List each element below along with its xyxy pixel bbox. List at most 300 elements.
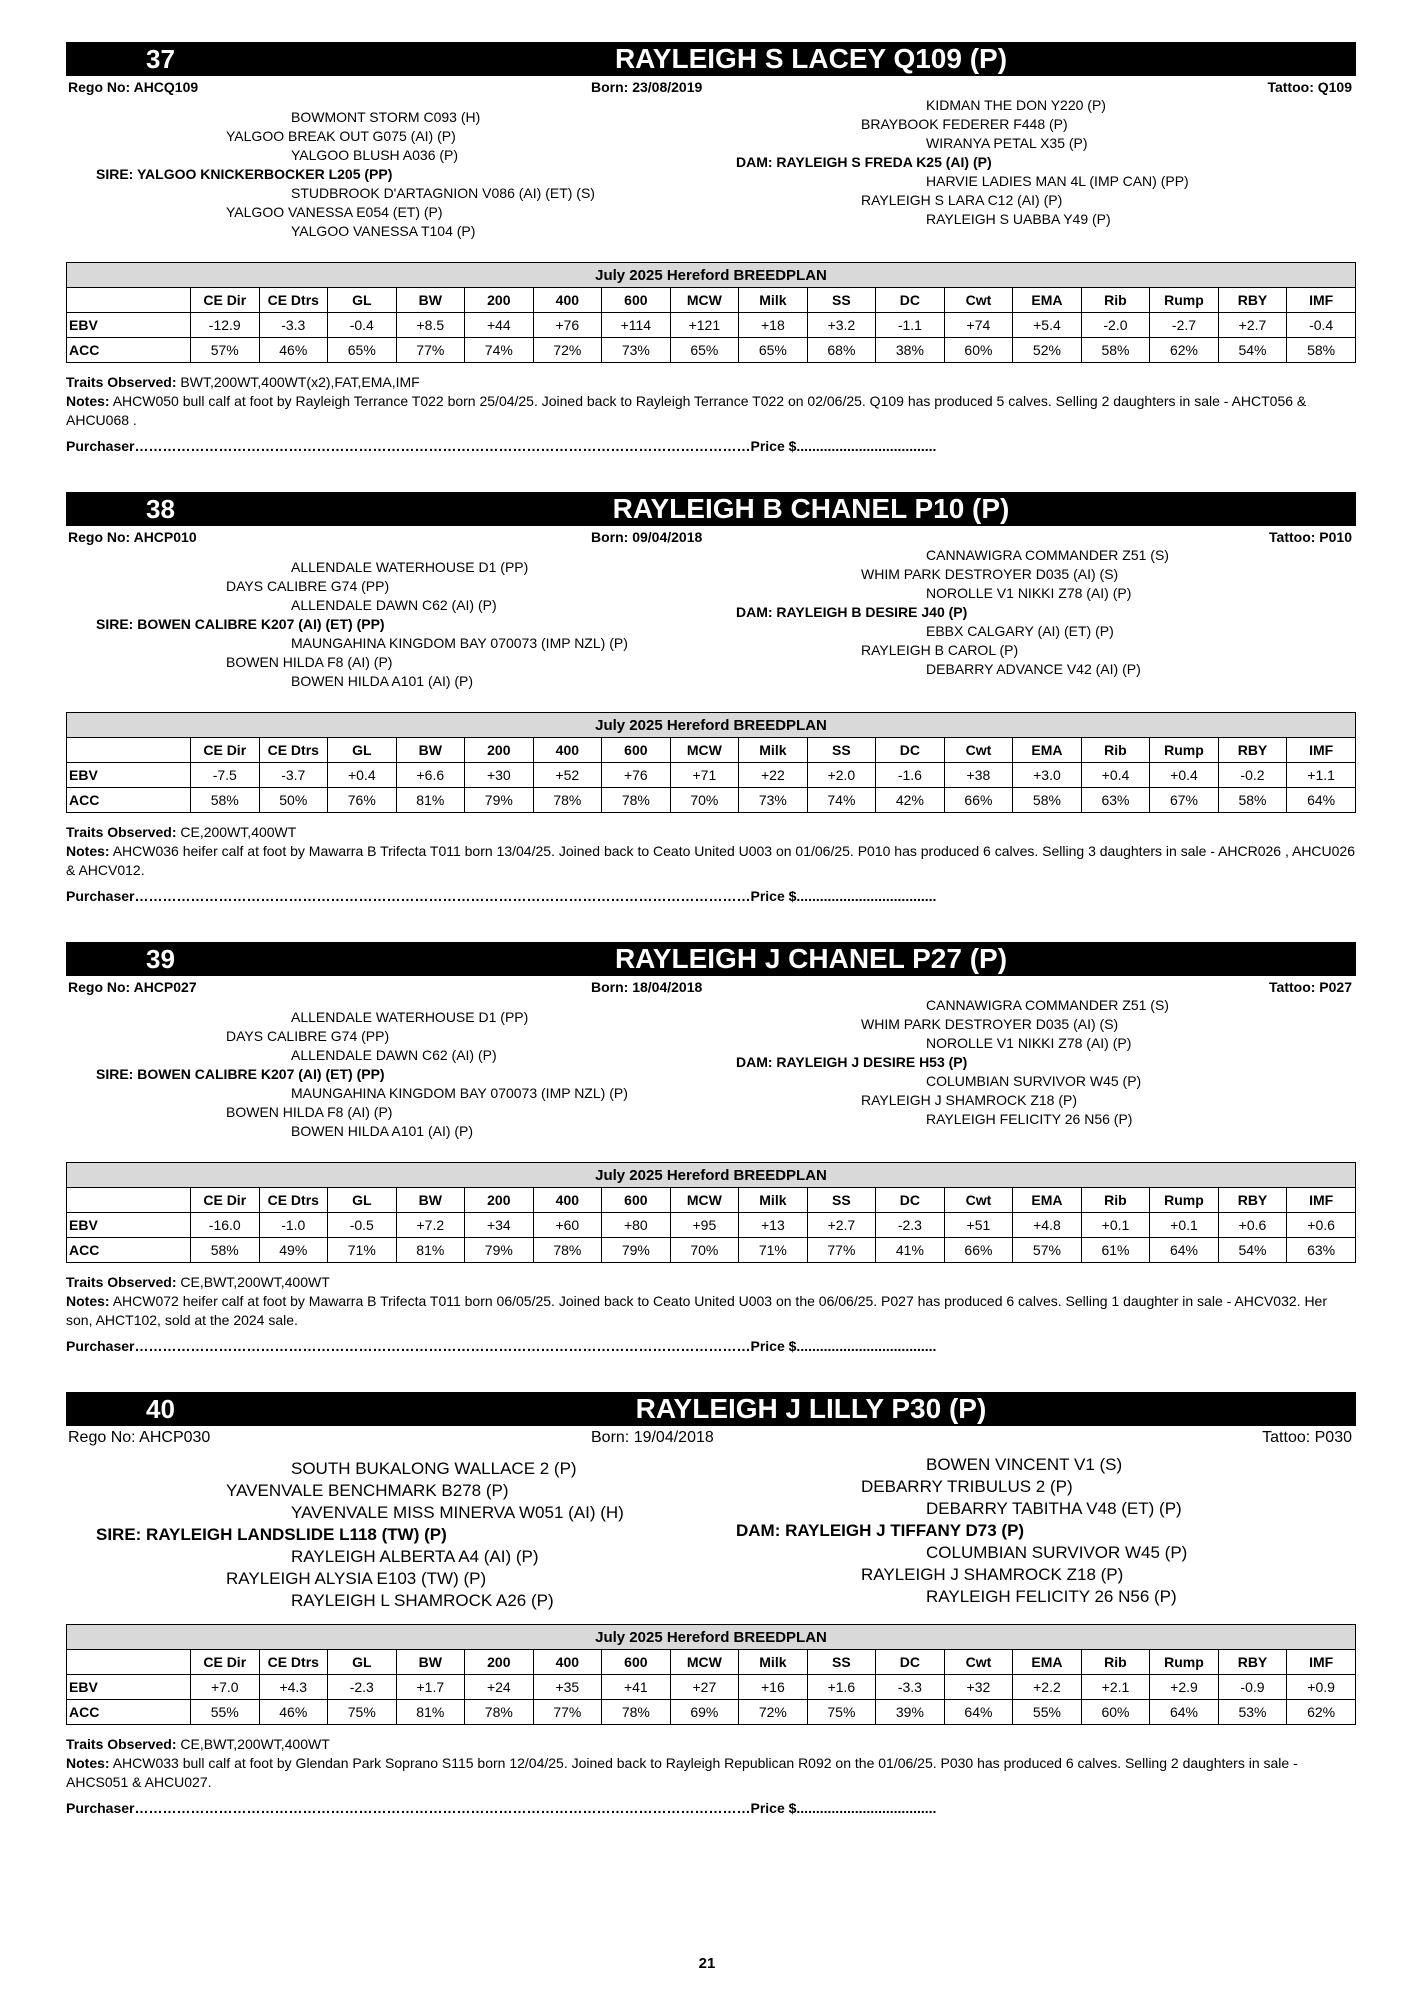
sire-ancestor: BOWMONT STORM C093 (H): [291, 109, 481, 125]
column-header: Cwt: [944, 1650, 1013, 1675]
dam-ancestor: BRAYBOOK FEDERER F448 (P): [861, 116, 1068, 132]
column-header: 600: [602, 288, 671, 313]
acc-cell: 46%: [259, 338, 328, 363]
traits-label: Traits Observed:: [66, 824, 177, 840]
acc-cell: 81%: [396, 1700, 465, 1725]
ebv-cell: -2.0: [1081, 313, 1150, 338]
ebv-cell: +95: [670, 1213, 739, 1238]
column-header: Rump: [1150, 1188, 1219, 1213]
dam-ancestor: COLUMBIAN SURVIVOR W45 (P): [926, 1073, 1142, 1089]
ebv-cell: +76: [602, 763, 671, 788]
ebv-cell: +32: [944, 1675, 1013, 1700]
ebv-cell: -0.9: [1218, 1675, 1287, 1700]
column-header: EMA: [1013, 738, 1082, 763]
acc-cell: 50%: [259, 788, 328, 813]
column-header: CE Dir: [191, 1188, 260, 1213]
ebv-cell: -2.3: [328, 1675, 397, 1700]
rego-number: Rego No: AHCP010: [68, 529, 197, 545]
acc-cell: 74%: [807, 788, 876, 813]
lot-number: 39: [146, 944, 175, 974]
breedplan-table: [66, 1162, 1356, 1263]
column-header: MCW: [670, 738, 739, 763]
acc-cell: 78%: [602, 1700, 671, 1725]
ebv-cell: +51: [944, 1213, 1013, 1238]
lot-header: [66, 942, 1356, 976]
sire-name: SIRE: RAYLEIGH LANDSLIDE L118 (TW) (P): [96, 1525, 447, 1544]
tattoo: Tattoo: P030: [1262, 1429, 1352, 1446]
dam-ancestor: DEBARRY ADVANCE V42 (AI) (P): [926, 661, 1141, 677]
notes: [66, 392, 1356, 430]
ebv-cell: -12.9: [191, 313, 260, 338]
column-header: MCW: [670, 288, 739, 313]
column-header: BW: [396, 1650, 465, 1675]
ebv-cell: -1.1: [876, 313, 945, 338]
purchaser-price-line[interactable]: Purchaser……………………………………………………………………………………………………………………Price $....................................: [66, 1338, 937, 1354]
sire-ancestor: BOWEN HILDA F8 (AI) (P): [226, 1104, 393, 1120]
notes-label: Notes:: [66, 1755, 110, 1771]
acc-cell: 78%: [533, 788, 602, 813]
row-label-acc: ACC: [67, 1700, 191, 1725]
acc-cell: 70%: [670, 1238, 739, 1263]
dam-ancestor: RAYLEIGH B CAROL (P): [861, 642, 1019, 658]
blank-header: [67, 288, 191, 313]
column-header: 400: [533, 738, 602, 763]
rego-number: Rego No: AHCP030: [68, 1429, 211, 1446]
ebv-cell: +80: [602, 1213, 671, 1238]
acc-cell: 79%: [465, 788, 534, 813]
column-header: MCW: [670, 1650, 739, 1675]
traits-observed: [66, 1273, 1356, 1292]
acc-cell: 77%: [533, 1700, 602, 1725]
notes-block: [66, 1735, 1356, 1792]
ebv-cell: +52: [533, 763, 602, 788]
ebv-cell: +71: [670, 763, 739, 788]
acc-cell: 73%: [602, 338, 671, 363]
acc-cell: 62%: [1150, 338, 1219, 363]
column-header: IMF: [1287, 738, 1356, 763]
acc-cell: 41%: [876, 1238, 945, 1263]
column-header: DC: [876, 1188, 945, 1213]
notes-text: AHCW050 bull calf at foot by Rayleigh Terrance T022 born 25/04/25. Joined back to Rayleigh Terrance T022 on 02/06/25. Q109 has produced 5 calves. Selling 2 daughters in sale - AHCT056 & AHCU068 .: [66, 393, 1307, 428]
ebv-cell: -0.5: [328, 1213, 397, 1238]
acc-cell: 77%: [396, 338, 465, 363]
lot-37: [66, 42, 1356, 482]
acc-cell: 81%: [396, 788, 465, 813]
column-header: Milk: [739, 1650, 808, 1675]
column-header: Rib: [1081, 1650, 1150, 1675]
traits-label: Traits Observed:: [66, 1736, 177, 1752]
column-header: BW: [396, 738, 465, 763]
acc-cell: 65%: [670, 338, 739, 363]
notes-block: [66, 1273, 1356, 1330]
dam-ancestor: RAYLEIGH S UABBA Y49 (P): [926, 211, 1111, 227]
acc-cell: 75%: [807, 1700, 876, 1725]
dam-ancestor: WIRANYA PETAL X35 (P): [926, 135, 1088, 151]
lot-number: 40: [146, 1394, 175, 1424]
page-number: 21: [698, 1955, 716, 1972]
column-header: DC: [876, 288, 945, 313]
sire-ancestor: SOUTH BUKALONG WALLACE 2 (P): [291, 1459, 577, 1478]
blank-header: [67, 1188, 191, 1213]
dam-ancestor: KIDMAN THE DON Y220 (P): [926, 97, 1106, 113]
column-header: GL: [328, 1188, 397, 1213]
column-header: BW: [396, 288, 465, 313]
ebv-cell: +0.1: [1150, 1213, 1219, 1238]
acc-cell: 49%: [259, 1238, 328, 1263]
row-label-acc: ACC: [67, 1238, 191, 1263]
born-date: Born: 09/04/2018: [591, 529, 703, 545]
acc-cell: 76%: [328, 788, 397, 813]
ebv-cell: +4.3: [259, 1675, 328, 1700]
meta-row: [66, 1429, 1356, 1449]
sire-ancestor: RAYLEIGH L SHAMROCK A26 (P): [291, 1591, 554, 1610]
ebv-cell: +27: [670, 1675, 739, 1700]
ebv-cell: +60: [533, 1213, 602, 1238]
acc-cell: 67%: [1150, 788, 1219, 813]
pedigree: [66, 999, 1356, 1169]
tattoo: Tattoo: P027: [1269, 979, 1352, 995]
dam-ancestor: HARVIE LADIES MAN 4L (IMP CAN) (PP): [926, 173, 1189, 189]
acc-cell: 64%: [1150, 1238, 1219, 1263]
born-date: Born: 18/04/2018: [591, 979, 703, 995]
ebv-cell: +74: [944, 313, 1013, 338]
tattoo: Tattoo: P010: [1269, 529, 1352, 545]
ebv-cell: +114: [602, 313, 671, 338]
acc-cell: 71%: [328, 1238, 397, 1263]
ebv-cell: +1.1: [1287, 763, 1356, 788]
notes-text: AHCW033 bull calf at foot by Glendan Park Soprano S115 born 12/04/25. Joined back to Rayleigh Republican R092 on the 01/06/25. P030 has produced 6 calves. Selling 2 daughters in sale - AHCS051 & AHCU027.: [66, 1755, 1298, 1790]
ebv-cell: +3.2: [807, 313, 876, 338]
acc-cell: 39%: [876, 1700, 945, 1725]
column-header: EMA: [1013, 1188, 1082, 1213]
lot-40: [66, 1392, 1356, 1832]
acc-cell: 79%: [602, 1238, 671, 1263]
lot-title: RAYLEIGH J CHANEL P27 (P): [614, 943, 1008, 974]
ebv-cell: +35: [533, 1675, 602, 1700]
ebv-cell: -1.6: [876, 763, 945, 788]
breedplan-table: [66, 1624, 1356, 1725]
sire-ancestor: YAVENVALE MISS MINERVA W051 (AI) (H): [291, 1503, 624, 1522]
ebv-cell: +5.4: [1013, 313, 1082, 338]
column-header: SS: [807, 738, 876, 763]
column-header: SS: [807, 1188, 876, 1213]
acc-cell: 64%: [1150, 1700, 1219, 1725]
traits-label: Traits Observed:: [66, 1274, 177, 1290]
column-header: Rib: [1081, 738, 1150, 763]
rego-number: Rego No: AHCQ109: [68, 79, 199, 95]
column-header: MCW: [670, 1188, 739, 1213]
column-header: SS: [807, 288, 876, 313]
ebv-cell: +0.6: [1287, 1213, 1356, 1238]
column-header: RBY: [1218, 738, 1287, 763]
acc-cell: 63%: [1287, 1238, 1356, 1263]
acc-cell: 53%: [1218, 1700, 1287, 1725]
ebv-cell: +13: [739, 1213, 808, 1238]
table-caption: July 2025 Hereford BREEDPLAN: [67, 713, 1356, 738]
dam-ancestor: DEBARRY TRIBULUS 2 (P): [861, 1477, 1073, 1496]
acc-cell: 75%: [328, 1700, 397, 1725]
dam-name: DAM: RAYLEIGH S FREDA K25 (AI) (P): [736, 154, 992, 170]
column-header: CE Dir: [191, 288, 260, 313]
acc-cell: 66%: [944, 788, 1013, 813]
ebv-cell: -0.4: [328, 313, 397, 338]
acc-cell: 65%: [328, 338, 397, 363]
column-header: EMA: [1013, 1650, 1082, 1675]
column-header: 400: [533, 288, 602, 313]
sire-ancestor: ALLENDALE WATERHOUSE D1 (PP): [291, 1009, 529, 1025]
column-header: Cwt: [944, 1188, 1013, 1213]
pedigree: [66, 99, 1356, 269]
acc-cell: 70%: [670, 788, 739, 813]
lot-header: [66, 492, 1356, 526]
lot-header: [66, 1392, 1356, 1426]
notes: [66, 1292, 1356, 1330]
column-header: Rump: [1150, 738, 1219, 763]
column-header: Rump: [1150, 288, 1219, 313]
traits-value: CE,200WT,400WT: [180, 824, 297, 840]
acc-cell: 58%: [1287, 338, 1356, 363]
purchaser-price-line[interactable]: Purchaser……………………………………………………………………………………………………………………Price $....................................: [66, 438, 937, 454]
column-header: 200: [465, 1188, 534, 1213]
acc-cell: 60%: [1081, 1700, 1150, 1725]
dam-ancestor: EBBX CALGARY (AI) (ET) (P): [926, 623, 1114, 639]
column-header: RBY: [1218, 1650, 1287, 1675]
sire-ancestor: MAUNGAHINA KINGDOM BAY 070073 (IMP NZL) (P): [291, 635, 628, 651]
ebv-cell: +3.0: [1013, 763, 1082, 788]
sire-name: SIRE: BOWEN CALIBRE K207 (AI) (ET) (PP): [96, 1066, 385, 1082]
acc-cell: 38%: [876, 338, 945, 363]
dam-ancestor: BOWEN VINCENT V1 (S): [926, 1455, 1123, 1474]
column-header: GL: [328, 288, 397, 313]
ebv-cell: +0.1: [1081, 1213, 1150, 1238]
column-header: Rib: [1081, 288, 1150, 313]
traits-label: Traits Observed:: [66, 374, 177, 390]
column-header: EMA: [1013, 288, 1082, 313]
table-caption: July 2025 Hereford BREEDPLAN: [67, 1163, 1356, 1188]
acc-cell: 58%: [191, 788, 260, 813]
column-header: Milk: [739, 738, 808, 763]
dam-ancestor: DEBARRY TABITHA V48 (ET) (P): [926, 1499, 1182, 1518]
dam-ancestor: RAYLEIGH J SHAMROCK Z18 (P): [861, 1565, 1124, 1584]
column-header: Milk: [739, 288, 808, 313]
acc-cell: 61%: [1081, 1238, 1150, 1263]
notes: [66, 1754, 1356, 1792]
lot-header: [66, 42, 1356, 76]
row-label-ebv: EBV: [67, 1675, 191, 1700]
acc-cell: 58%: [1081, 338, 1150, 363]
acc-cell: 81%: [396, 1238, 465, 1263]
ebv-cell: +30: [465, 763, 534, 788]
acc-cell: 64%: [944, 1700, 1013, 1725]
sire-ancestor: YALGOO BLUSH A036 (P): [291, 147, 459, 163]
acc-cell: 58%: [1013, 788, 1082, 813]
acc-cell: 55%: [1013, 1700, 1082, 1725]
dam-ancestor: RAYLEIGH FELICITY 26 N56 (P): [926, 1587, 1177, 1606]
purchaser-price-line[interactable]: Purchaser……………………………………………………………………………………………………………………Price $....................................: [66, 888, 937, 904]
dam-ancestor: NOROLLE V1 NIKKI Z78 (AI) (P): [926, 1035, 1132, 1051]
acc-cell: 72%: [533, 338, 602, 363]
column-header: GL: [328, 1650, 397, 1675]
notes-block: [66, 373, 1356, 430]
ebv-cell: -7.5: [191, 763, 260, 788]
column-header: CE Dir: [191, 1650, 260, 1675]
sire-ancestor: RAYLEIGH ALBERTA A4 (AI) (P): [291, 1547, 539, 1566]
column-header: DC: [876, 1650, 945, 1675]
acc-cell: 52%: [1013, 338, 1082, 363]
row-label-acc: ACC: [67, 338, 191, 363]
acc-cell: 58%: [1218, 788, 1287, 813]
ebv-cell: +16: [739, 1675, 808, 1700]
blank-header: [67, 738, 191, 763]
sire-ancestor: ALLENDALE DAWN C62 (AI) (P): [291, 597, 497, 613]
acc-cell: 57%: [1013, 1238, 1082, 1263]
traits-value: CE,BWT,200WT,400WT: [180, 1736, 330, 1752]
column-header: CE Dtrs: [259, 738, 328, 763]
ebv-cell: -3.3: [876, 1675, 945, 1700]
sire-ancestor: BOWEN HILDA A101 (AI) (P): [291, 1123, 474, 1139]
lot-title: RAYLEIGH B CHANEL P10 (P): [612, 493, 1010, 524]
dam-ancestor: CANNAWIGRA COMMANDER Z51 (S): [926, 547, 1169, 563]
meta-row: [66, 979, 1356, 999]
acc-cell: 55%: [191, 1700, 260, 1725]
ebv-cell: +76: [533, 313, 602, 338]
ebv-cell: +6.6: [396, 763, 465, 788]
sire-name: SIRE: BOWEN CALIBRE K207 (AI) (ET) (PP): [96, 616, 385, 632]
column-header: 600: [602, 1650, 671, 1675]
column-header: RBY: [1218, 288, 1287, 313]
lot-number: 38: [146, 494, 175, 524]
column-header: 200: [465, 1650, 534, 1675]
breedplan-table: [66, 712, 1356, 813]
column-header: CE Dtrs: [259, 288, 328, 313]
sire-ancestor: YALGOO VANESSA T104 (P): [291, 223, 476, 239]
column-header: CE Dtrs: [259, 1188, 328, 1213]
lot-number: 37: [146, 44, 175, 74]
column-header: 400: [533, 1188, 602, 1213]
ebv-cell: -1.0: [259, 1213, 328, 1238]
column-header: BW: [396, 1188, 465, 1213]
acc-cell: 66%: [944, 1238, 1013, 1263]
dam-ancestor: NOROLLE V1 NIKKI Z78 (AI) (P): [926, 585, 1132, 601]
lot-title: RAYLEIGH J LILLY P30 (P): [635, 1393, 987, 1424]
column-header: Rump: [1150, 1650, 1219, 1675]
meta-row: [66, 79, 1356, 99]
purchaser-price-line[interactable]: Purchaser……………………………………………………………………………………………………………………Price $....................................: [66, 1800, 937, 1816]
ebv-cell: -3.3: [259, 313, 328, 338]
pedigree: [66, 1449, 1356, 1619]
sire-ancestor: ALLENDALE DAWN C62 (AI) (P): [291, 1047, 497, 1063]
acc-cell: 74%: [465, 338, 534, 363]
sire-ancestor: YAVENVALE BENCHMARK B278 (P): [226, 1481, 509, 1500]
ebv-cell: +34: [465, 1213, 534, 1238]
meta-row: [66, 529, 1356, 549]
traits-value: BWT,200WT,400WT(x2),FAT,EMA,IMF: [180, 374, 420, 390]
born-date: Born: 23/08/2019: [591, 79, 703, 95]
column-header: 200: [465, 288, 534, 313]
blank-header: [67, 1650, 191, 1675]
ebv-cell: +38: [944, 763, 1013, 788]
dam-ancestor: WHIM PARK DESTROYER D035 (AI) (S): [861, 1016, 1119, 1032]
acc-cell: 65%: [739, 338, 808, 363]
column-header: 600: [602, 738, 671, 763]
acc-cell: 78%: [602, 788, 671, 813]
column-header: 200: [465, 738, 534, 763]
sire-ancestor: YALGOO BREAK OUT G075 (AI) (P): [226, 128, 456, 144]
sire-ancestor: DAYS CALIBRE G74 (PP): [226, 578, 390, 594]
column-header: Rib: [1081, 1188, 1150, 1213]
column-header: GL: [328, 738, 397, 763]
ebv-cell: +18: [739, 313, 808, 338]
acc-cell: 68%: [807, 338, 876, 363]
lot-title: RAYLEIGH S LACEY Q109 (P): [614, 43, 1008, 74]
dam-ancestor: RAYLEIGH S LARA C12 (AI) (P): [861, 192, 1063, 208]
ebv-cell: +8.5: [396, 313, 465, 338]
ebv-cell: +0.6: [1218, 1213, 1287, 1238]
column-header: 400: [533, 1650, 602, 1675]
ebv-cell: +1.7: [396, 1675, 465, 1700]
ebv-cell: -0.4: [1287, 313, 1356, 338]
notes-text: AHCW072 heifer calf at foot by Mawarra B Trifecta T011 born 06/05/25. Joined back to Ceato United U003 on the 06/06/25. P027 has produced 6 calves. Selling 1 daughter in sale - AHCV032. Her son, AHCT102, sold at the 2024 sale.: [66, 1293, 1327, 1328]
sire-ancestor: RAYLEIGH ALYSIA E103 (TW) (P): [226, 1569, 487, 1588]
born-date: Born: 19/04/2018: [591, 1429, 714, 1446]
ebv-cell: +2.2: [1013, 1675, 1082, 1700]
ebv-cell: +41: [602, 1675, 671, 1700]
acc-cell: 64%: [1287, 788, 1356, 813]
dam-ancestor: COLUMBIAN SURVIVOR W45 (P): [926, 1543, 1188, 1562]
ebv-cell: -0.2: [1218, 763, 1287, 788]
ebv-cell: +44: [465, 313, 534, 338]
acc-cell: 63%: [1081, 788, 1150, 813]
dam-name: DAM: RAYLEIGH J DESIRE H53 (P): [736, 1054, 968, 1070]
ebv-cell: +7.0: [191, 1675, 260, 1700]
column-header: Milk: [739, 1188, 808, 1213]
ebv-cell: -16.0: [191, 1213, 260, 1238]
acc-cell: 54%: [1218, 1238, 1287, 1263]
ebv-cell: +0.4: [1150, 763, 1219, 788]
column-header: Cwt: [944, 288, 1013, 313]
table-caption: July 2025 Hereford BREEDPLAN: [67, 263, 1356, 288]
dam-ancestor: WHIM PARK DESTROYER D035 (AI) (S): [861, 566, 1119, 582]
column-header: RBY: [1218, 1188, 1287, 1213]
sire-name: SIRE: YALGOO KNICKERBOCKER L205 (PP): [96, 166, 393, 182]
ebv-cell: +2.0: [807, 763, 876, 788]
lot-39: [66, 942, 1356, 1382]
column-header: CE Dir: [191, 738, 260, 763]
acc-cell: 79%: [465, 1238, 534, 1263]
ebv-cell: +2.7: [807, 1213, 876, 1238]
row-label-ebv: EBV: [67, 313, 191, 338]
table-caption: July 2025 Hereford BREEDPLAN: [67, 1625, 1356, 1650]
acc-cell: 72%: [739, 1700, 808, 1725]
acc-cell: 69%: [670, 1700, 739, 1725]
notes-block: [66, 823, 1356, 880]
notes-label: Notes:: [66, 843, 110, 859]
acc-cell: 57%: [191, 338, 260, 363]
ebv-cell: +7.2: [396, 1213, 465, 1238]
dam-name: DAM: RAYLEIGH B DESIRE J40 (P): [736, 604, 968, 620]
sire-ancestor: BOWEN HILDA F8 (AI) (P): [226, 654, 393, 670]
notes-text: AHCW036 heifer calf at foot by Mawarra B Trifecta T011 born 13/04/25. Joined back to Ceato United U003 on 01/06/25. P010 has produced 6 calves. Selling 3 daughters in sale - AHCR026 , AHCU026 & AHCV012.: [66, 843, 1356, 878]
notes-label: Notes:: [66, 1293, 110, 1309]
ebv-cell: +24: [465, 1675, 534, 1700]
ebv-cell: +121: [670, 313, 739, 338]
dam-ancestor: CANNAWIGRA COMMANDER Z51 (S): [926, 997, 1169, 1013]
column-header: DC: [876, 738, 945, 763]
row-label-acc: ACC: [67, 788, 191, 813]
ebv-cell: -3.7: [259, 763, 328, 788]
tattoo: Tattoo: Q109: [1267, 79, 1352, 95]
ebv-cell: +2.1: [1081, 1675, 1150, 1700]
